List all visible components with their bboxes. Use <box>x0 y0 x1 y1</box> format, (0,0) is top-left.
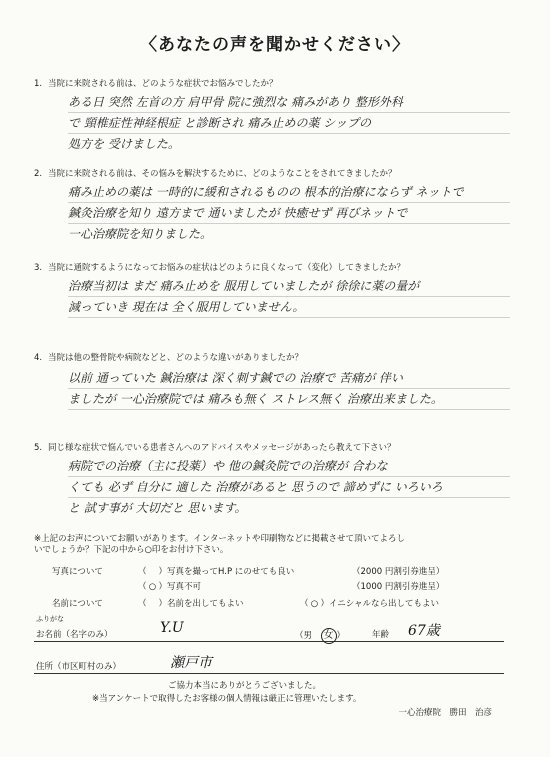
name-option-1[interactable]: （ ）名前を出してもよい <box>138 599 244 609</box>
answer-line: 一心治療院を知りました。 <box>68 227 213 241</box>
question-text: 当院に来院される前は、どのような症状でお悩みでしたか？ <box>48 79 278 89</box>
address-label: 住所（市区町村のみ） <box>36 662 122 672</box>
question-number: 2. <box>34 169 43 179</box>
question-text: 同じ様な症状で悩んでいる患者さんへのアドバイスやメッセージがあったら教えて下さい？ <box>48 443 396 453</box>
question-block-1 <box>34 78 514 164</box>
photo-option-1-label: 写真を撮ってH.P にのせても良い <box>167 567 295 577</box>
question-heading <box>34 352 514 364</box>
answer-line: 痛み止めの薬は 一時的に緩和されるものの 根本的治療にならず ネットで <box>68 185 464 199</box>
photo-selected-mark: ○ <box>148 582 157 592</box>
answer-line: ある日 突然 左首の方 肩甲骨 院に強烈な 痛みがあり 整形外科 <box>68 95 403 109</box>
address-underline <box>34 673 504 674</box>
name-value[interactable]: Y.U <box>160 620 184 636</box>
answer-handwriting <box>68 276 510 318</box>
photo-option-2-note: （1000 円割引券進呈） <box>352 582 445 592</box>
answer-line: と 試す事が 大切だと 思います。 <box>68 501 247 515</box>
gender-male: 男 <box>303 631 313 641</box>
answer-line: 病院での治療（主に投薬）や 他の鍼灸院での治療が 合わな <box>68 459 388 473</box>
question-block-5 <box>34 442 514 528</box>
consent-intro <box>34 534 514 556</box>
age-label: 年齢 <box>372 630 390 640</box>
question-block-3 <box>34 262 514 348</box>
question-block-2 <box>34 168 514 254</box>
answer-line: で 頸椎症性神経根症 と診断され 痛み止めの薬 シップの <box>68 116 372 130</box>
furigana-label: ふりがな <box>36 615 64 623</box>
consent-intro-line: ※上記のお声についてお願いがあります。インターネットや印刷物などに掲載させて頂いてよろし <box>34 534 406 544</box>
answer-handwriting <box>68 92 510 155</box>
address-value[interactable]: 瀬戸市 <box>170 655 212 671</box>
answer-line: 以前 通っていた 鍼治療は 深く刺す鍼での 治療で 苦痛が 伴い <box>68 371 403 385</box>
answer-line: ましたが 一心治療院では 痛みも無く ストレス無く 治療出来ました。 <box>68 392 443 406</box>
photo-option-2-label: 写真不可 <box>167 582 202 592</box>
gender-female-circled: 女 <box>321 628 337 644</box>
gender-field[interactable]: （男 女 ） <box>295 628 345 644</box>
question-number: 4. <box>34 353 43 363</box>
name-option-2[interactable]: （ ○ ）イニシャルなら出してもよい <box>300 599 440 609</box>
question-text: 当院に通院するようになってお悩みの症状はどのように良くなって（変化）してきましたか？ <box>48 263 406 273</box>
page-title: 〈あなたの声を聞かせください〉 <box>140 35 410 55</box>
question-number: 1. <box>34 79 43 89</box>
clinic-signature: 一心治療院 勝田 治彦 <box>398 708 492 718</box>
answer-handwriting <box>68 456 510 519</box>
question-text: 当院に来院される前は、その悩みを解決するために、どのようなことをされてきましたか？ <box>48 169 397 179</box>
photo-option-2[interactable]: （ ○ ）写真不可 <box>138 582 202 592</box>
answer-handwriting <box>68 368 510 410</box>
question-heading <box>34 442 514 454</box>
answer-line: 処方を 受けました。 <box>68 137 180 151</box>
photo-option-1[interactable]: （ ）写真を撮ってH.P にのせても良い <box>138 567 295 577</box>
name-field-label: お名前（名字のみ） <box>36 630 113 640</box>
question-heading <box>34 262 514 274</box>
name-option-1-label: 名前を出してもよい <box>167 599 244 609</box>
answer-handwriting <box>68 182 510 245</box>
consent-intro-line: いでしょうか？下記の中から○印をお付け下さい。 <box>34 545 229 555</box>
answer-line: 治療当初は まだ 痛み止めを 服用していましたが 徐徐に薬の量が <box>68 279 420 293</box>
answer-line: くても 必ず 自分に 適した 治療があると 思うので 諦めずに いろいろ <box>68 480 443 494</box>
answer-line: 鍼灸治療を知り 遠方まで 通いましたが 快癒せず 再びネットで <box>68 206 408 220</box>
name-selected-mark: ○ <box>310 599 319 609</box>
question-block-4 <box>34 352 514 432</box>
name-underline <box>34 641 504 642</box>
photo-label: 写真について <box>52 567 103 577</box>
name-option-2-label: イニシャルなら出してもよい <box>329 599 440 609</box>
question-text: 当院は他の整骨院や病院などと、どのような違いがありましたか？ <box>48 353 304 363</box>
question-number: 3. <box>34 263 43 273</box>
thanks-text: ご協力本当にありがとうございました。 <box>168 681 322 691</box>
answer-line: 減っていき 現在は 全く服用していません。 <box>68 300 305 314</box>
photo-option-1-note: （2000 円割引券進呈） <box>352 567 445 577</box>
privacy-note: ※当アンケートで取得したお客様の個人情報は厳正に管理いたします。 <box>92 694 362 704</box>
name-consent-label: 名前について <box>52 599 103 609</box>
question-heading <box>34 168 514 180</box>
question-number: 5. <box>34 443 43 453</box>
question-heading <box>34 78 514 90</box>
age-value[interactable]: 67歳 <box>408 623 440 639</box>
